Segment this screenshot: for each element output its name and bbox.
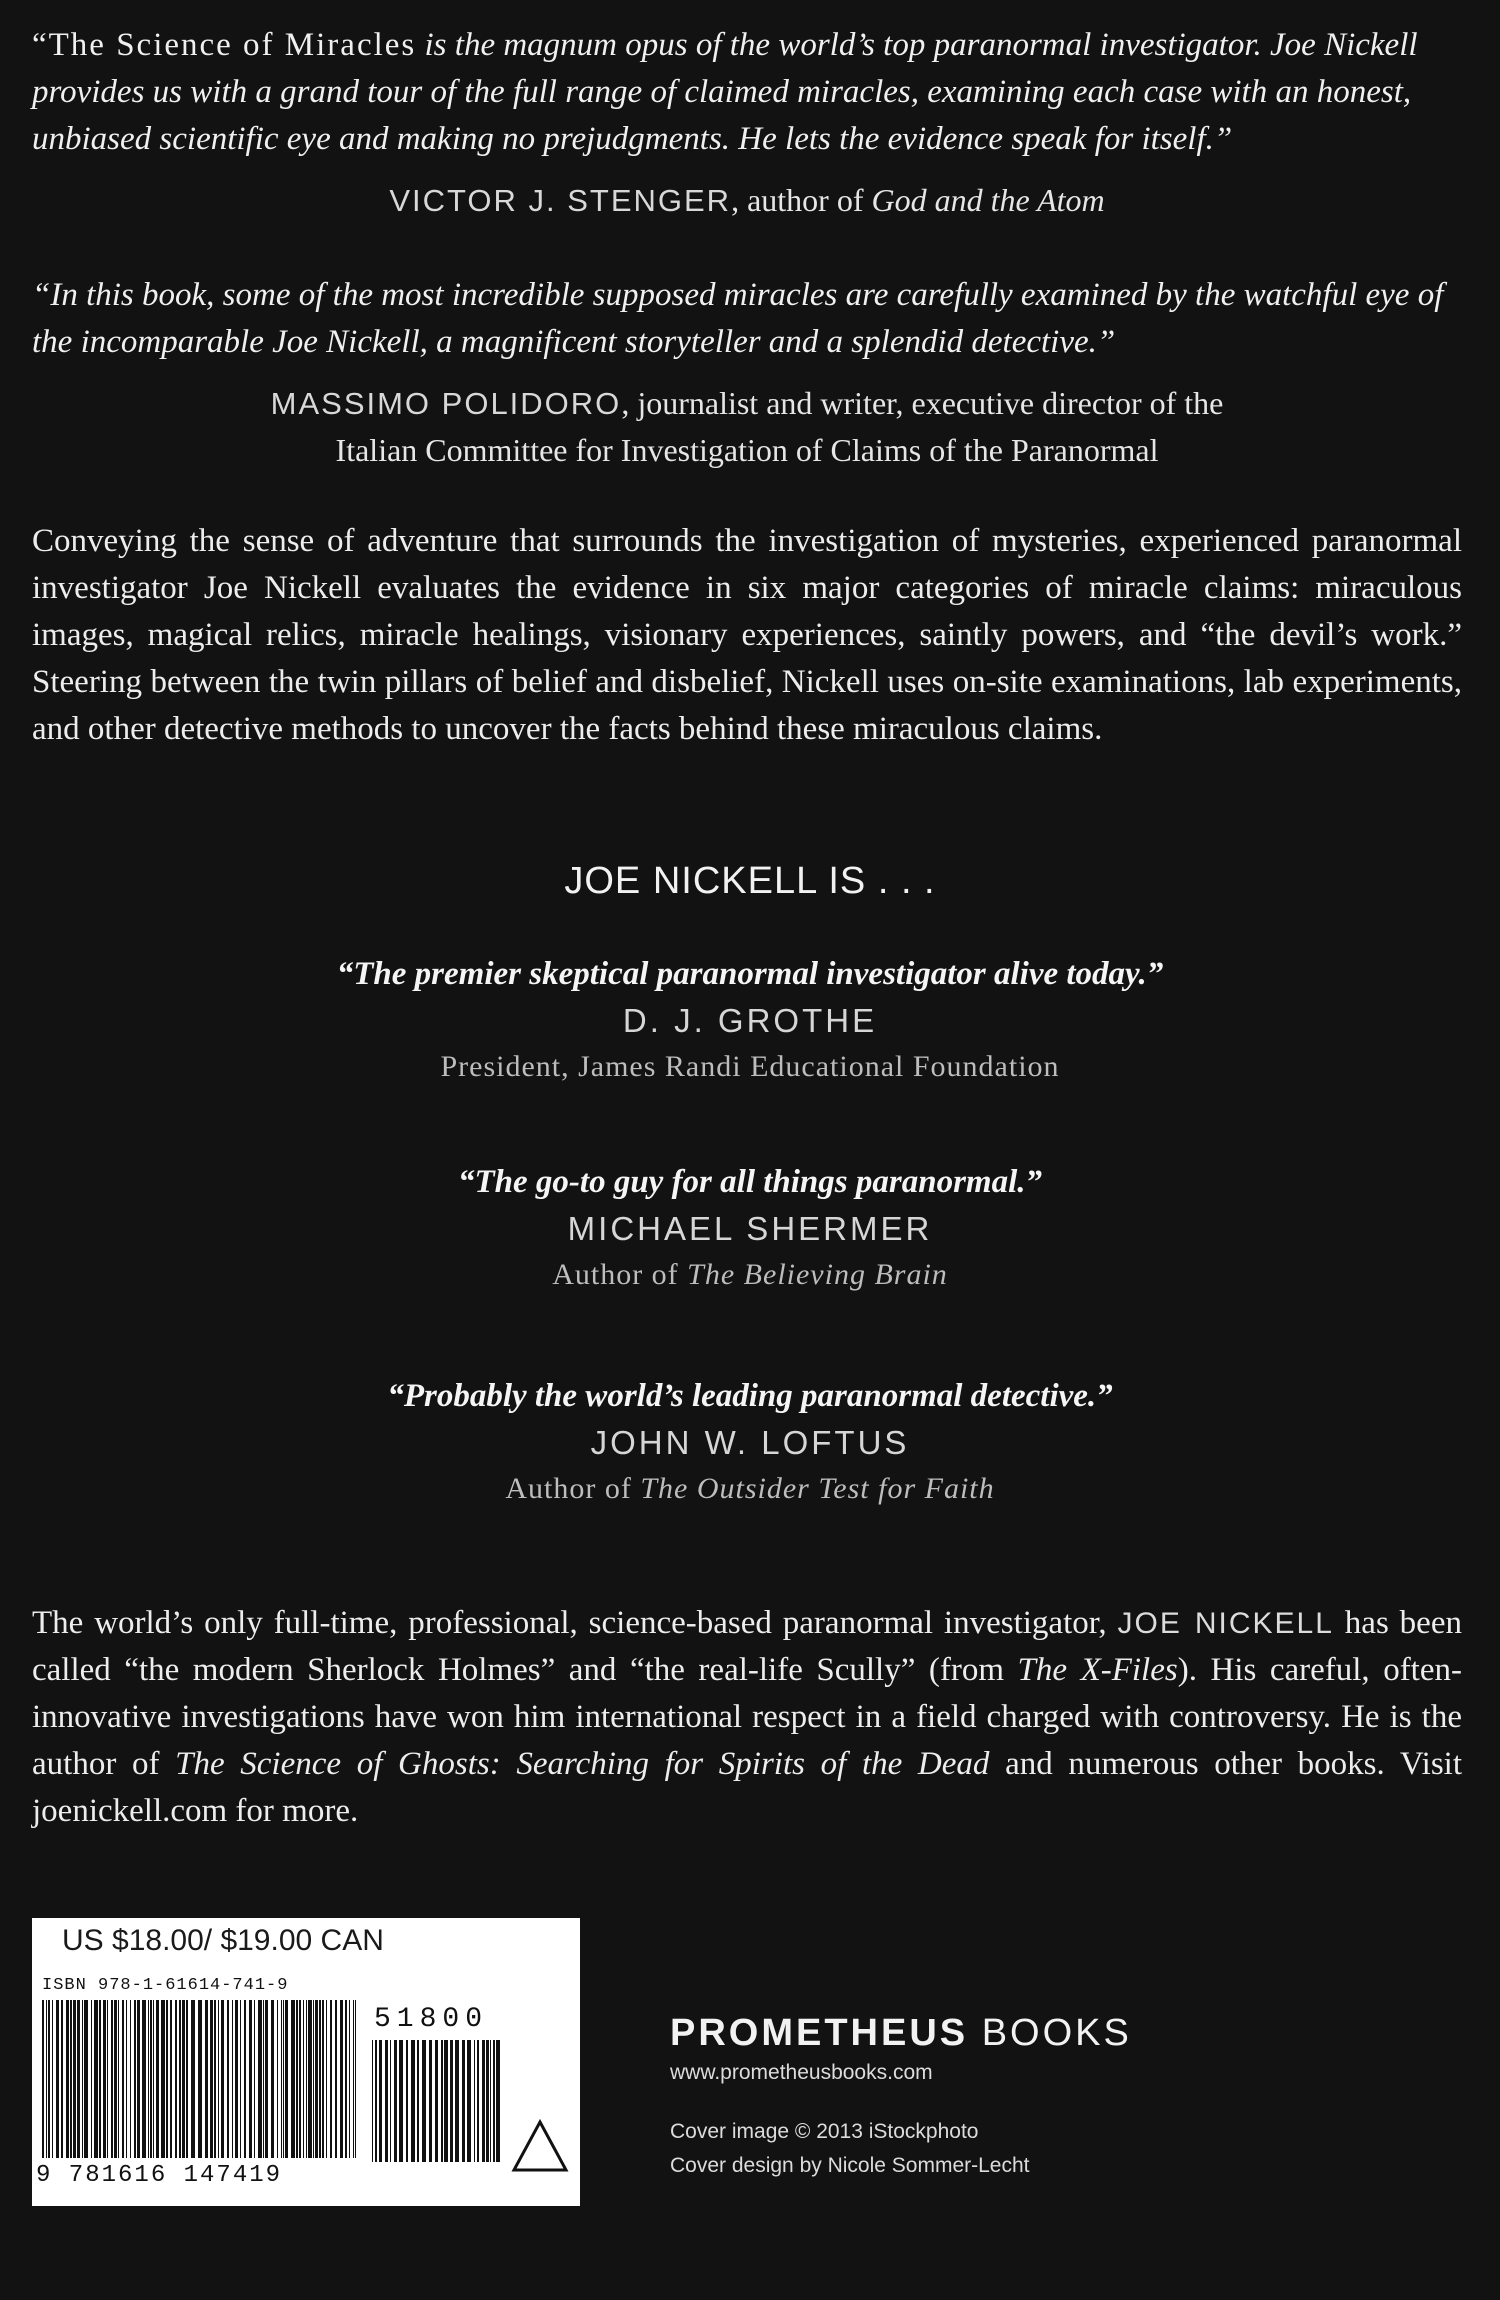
- cover-design-credit: Cover design by Nicole Sommer-Lecht: [670, 2154, 1030, 2177]
- price-barcode-box: [32, 1918, 580, 2206]
- endorsement-stenger: [32, 22, 1462, 224]
- praise-name: MICHAEL SHERMER: [567, 1210, 933, 1247]
- praise-name: JOHN W. LOFTUS: [590, 1424, 910, 1461]
- endorsement-quote: “In this book, some of the most incredible supposed miracles are carefully examined by the watchful eye of the incomparable Joe Nickell, a magnificent storyteller and a splendid detective.”: [32, 277, 1444, 360]
- praise-loftus: [0, 1374, 1500, 1510]
- praise-role: Author of The Outsider Test for Faith: [505, 1472, 995, 1505]
- praise-role: President, James Randi Educational Foundation: [440, 1050, 1060, 1083]
- author-bio: The world’s only full-time, professional, science-based paranormal investigator, JOE NICKELL has been called “the modern Sherlock Holmes” and “the real-life Scully” (from The X-Files). His careful, often-innovative investigations have won him international respect in a field charged with controversy. He is the author of The Science of Ghosts: Searching for Spirits of the Dead and numerous other books. Visit joenickell.com for more.: [32, 1605, 1463, 1829]
- endorsement-polidoro: [32, 272, 1462, 473]
- praise-quote: “Probably the world’s leading paranormal detective.”: [387, 1378, 1113, 1414]
- endorsement-attribution: MASSIMO POLIDORO, journalist and writer, executive director of the Italian Committee for Investigation of Claims of the Paranormal: [270, 385, 1224, 468]
- endorsement-attribution: VICTOR J. STENGER, author of God and the Atom: [389, 182, 1105, 218]
- cover-image-credit: Cover image © 2013 iStockphoto: [670, 2120, 979, 2143]
- price-label: US $18.00/ $19.00 CAN: [62, 1924, 384, 1957]
- triangle-icon: [510, 2118, 570, 2174]
- endorsement-quote: “The Science of Miracles is the magnum opus of the world’s top paranormal investigator. Joe Nickell provides us with a grand tour of the full range of claimed miracles, examining each case with an honest, unbiased scientific eye and making no prejudgments. He lets the evidence speak for itself.”: [32, 27, 1418, 157]
- praise-grothe: [0, 952, 1500, 1088]
- praise-shermer: [0, 1160, 1500, 1296]
- publisher-block: [670, 2012, 1132, 2183]
- barcode-digits: 9 781616 147419: [36, 2162, 283, 2189]
- praise-quote: “The premier skeptical paranormal investigator alive today.”: [336, 956, 1164, 992]
- publisher-logo: PROMETHEUS BOOKS: [670, 2012, 1132, 2054]
- praise-role: Author of The Believing Brain: [552, 1258, 948, 1291]
- isbn-label: ISBN 978-1-61614-741-9: [42, 1976, 289, 1995]
- price-addon-digits: 51800: [370, 2004, 492, 2035]
- praise-name: D. J. GROTHE: [622, 1002, 878, 1039]
- publisher-url: www.prometheusbooks.com: [670, 2061, 933, 2084]
- section-heading: JOE NICKELL IS . . .: [564, 860, 936, 902]
- praise-quote: “The go-to guy for all things paranormal.”: [458, 1164, 1042, 1200]
- book-description: Conveying the sense of adventure that surrounds the investigation of mysteries, experienced paranormal investigator Joe Nickell evaluates the evidence in six major categories of miracle claims: miraculous images, magical relics, miracle healings, visionary experiences, saintly powers, and “the devil’s work.” Steering between the twin pillars of belief and disbelief, Nickell uses on-site examinations, lab experiments, and other detective methods to uncover the facts behind these miraculous claims.: [32, 523, 1462, 747]
